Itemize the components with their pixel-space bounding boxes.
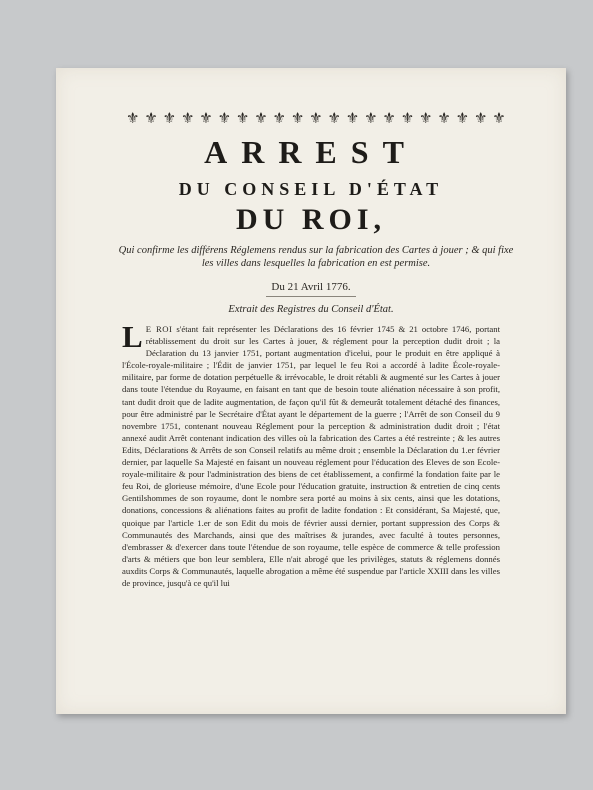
body-text: s'étant fait représenter les Déclarations des 16 février 1745 & 21 octobre 1746, portant rétablissement du droit sur les Cartes à jouer, & réglement pour la perception dudit droit ; la Déclaration du 13 janvier 1751, portant augmentation d'icelui, pour le produit en être appliqué à l'École-royale-militaire ; l'Édit de janvier 1751, par lequel le feu Roi a accordé à ladite École-royale-militaire, par forme de dotation perpétuelle & irrévocable, le droit rétabli & augmenté sur les Cartes à jouer dans toute l'étendue du Royaume, en faisant en tant que de besoin toute aliénation nécessaire à son profit, tant dudit droit que de ladite augmentation, de façon qu'il fût & demeurât totalement détaché des finances, pour être administré par le Secrétaire d'État ayant le département de la guerre ; l'Arrêt de son Conseil du 9 novembre 1751, contenant nouveau Réglement pour la perception & administration dudit droit ; l'état annexé audit Arrêt contenant indication des villes où la fabrication des Cartes a été restreinte ; & les autres Edits, Déclarations & Arrêts de son Conseil relatifs au même droit ; ensemble la Déclaration du 1.er février dernier, par laquelle Sa Majesté en faisant un nouveau réglement pour l'éducation des Eleves de son Ecole-royale-militaire & pour l'administration des biens de cet établissement, a confirmé la fondation faite par le feu Roi, de glorieuse mémoire, d'une Ecole pour l'éducation gratuite, instruction & entretien de cinq cents Gentilshommes de son royaume, dont le nombre sera porté au moins à six cents, ainsi que les dotations, donations, concessions & aliénations faites au profit de ladite fondation : Et considérant, Sa Majesté, que, quoique par l'article 1.er de son Edit du mois de février aussi dernier, portant suppression des Corps & Communautés des Marchands, ainsi que des maîtrises & jurandes, avec faculté à toutes personnes, d'embrasser & d'exercer dans toute l'étendue de son royaume, telle espèce de commerce & telle profession d'arts & métiers que bon leur semblera, Elle n'ait abrogé que les privilèges, statuts & réglemens donnés auxdits Corps & Communautés, laquelle abrogation a même été suspendue par l'article XXIII dans les villes de province, jusqu'à ce qu'il lui — [122, 324, 500, 588]
fleur-de-lis-icon: ⚜ — [400, 111, 415, 127]
fleur-de-lis-icon: ⚜ — [126, 111, 140, 127]
fleur-de-lis-icon: ⚜ — [272, 111, 286, 127]
fleur-de-lis-icon: ⚜ — [455, 111, 470, 127]
fleur-de-lis-icon: ⚜ — [290, 111, 305, 127]
fleur-de-lis-icon: ⚜ — [473, 111, 488, 127]
fleur-de-lis-icon: ⚜ — [217, 111, 232, 127]
extract-heading: Extrait des Registres du Conseil d'État. — [228, 304, 394, 315]
document-date: Du 21 Avril 1776. — [271, 281, 351, 293]
fleur-de-lis-icon: ⚜ — [419, 111, 433, 127]
fleur-de-lis-icon: ⚜ — [345, 111, 360, 127]
fleur-de-lis-icon: ⚜ — [364, 111, 378, 127]
fleur-de-lis-icon: ⚜ — [437, 111, 451, 127]
fleur-de-lis-icon: ⚜ — [199, 111, 213, 127]
lead-caps: E ROI — [145, 324, 173, 334]
body-paragraph — [122, 319, 500, 589]
fleur-de-lis-icon: ⚜ — [162, 111, 177, 127]
document-subtitle: Qui confirme les différens Réglemens rendus sur la fabrication des Cartes à jouer ; & qui fixe les villes dans lesquelles la fabrication en est permise. — [118, 245, 514, 269]
fleur-de-lis-icon: ⚜ — [492, 111, 506, 127]
fleur-de-lis-icon: ⚜ — [144, 111, 158, 127]
fleur-de-lis-border — [126, 110, 506, 128]
fleur-de-lis-icon: ⚜ — [327, 111, 341, 127]
fleur-de-lis-icon: ⚜ — [382, 111, 396, 127]
title-conseil: DU CONSEIL D'ÉTAT — [178, 179, 444, 199]
title-du-roi: DU ROI, — [235, 203, 386, 236]
fleur-de-lis-icon: ⚜ — [180, 111, 195, 127]
fleur-de-lis-icon: ⚜ — [235, 111, 250, 127]
document-page — [56, 68, 566, 714]
drop-cap: L — [122, 319, 143, 354]
fleur-de-lis-icon: ⚜ — [309, 111, 323, 127]
title-arrest: ARREST — [204, 134, 418, 170]
fleur-de-lis-icon: ⚜ — [254, 111, 268, 127]
divider-rule — [266, 296, 356, 297]
